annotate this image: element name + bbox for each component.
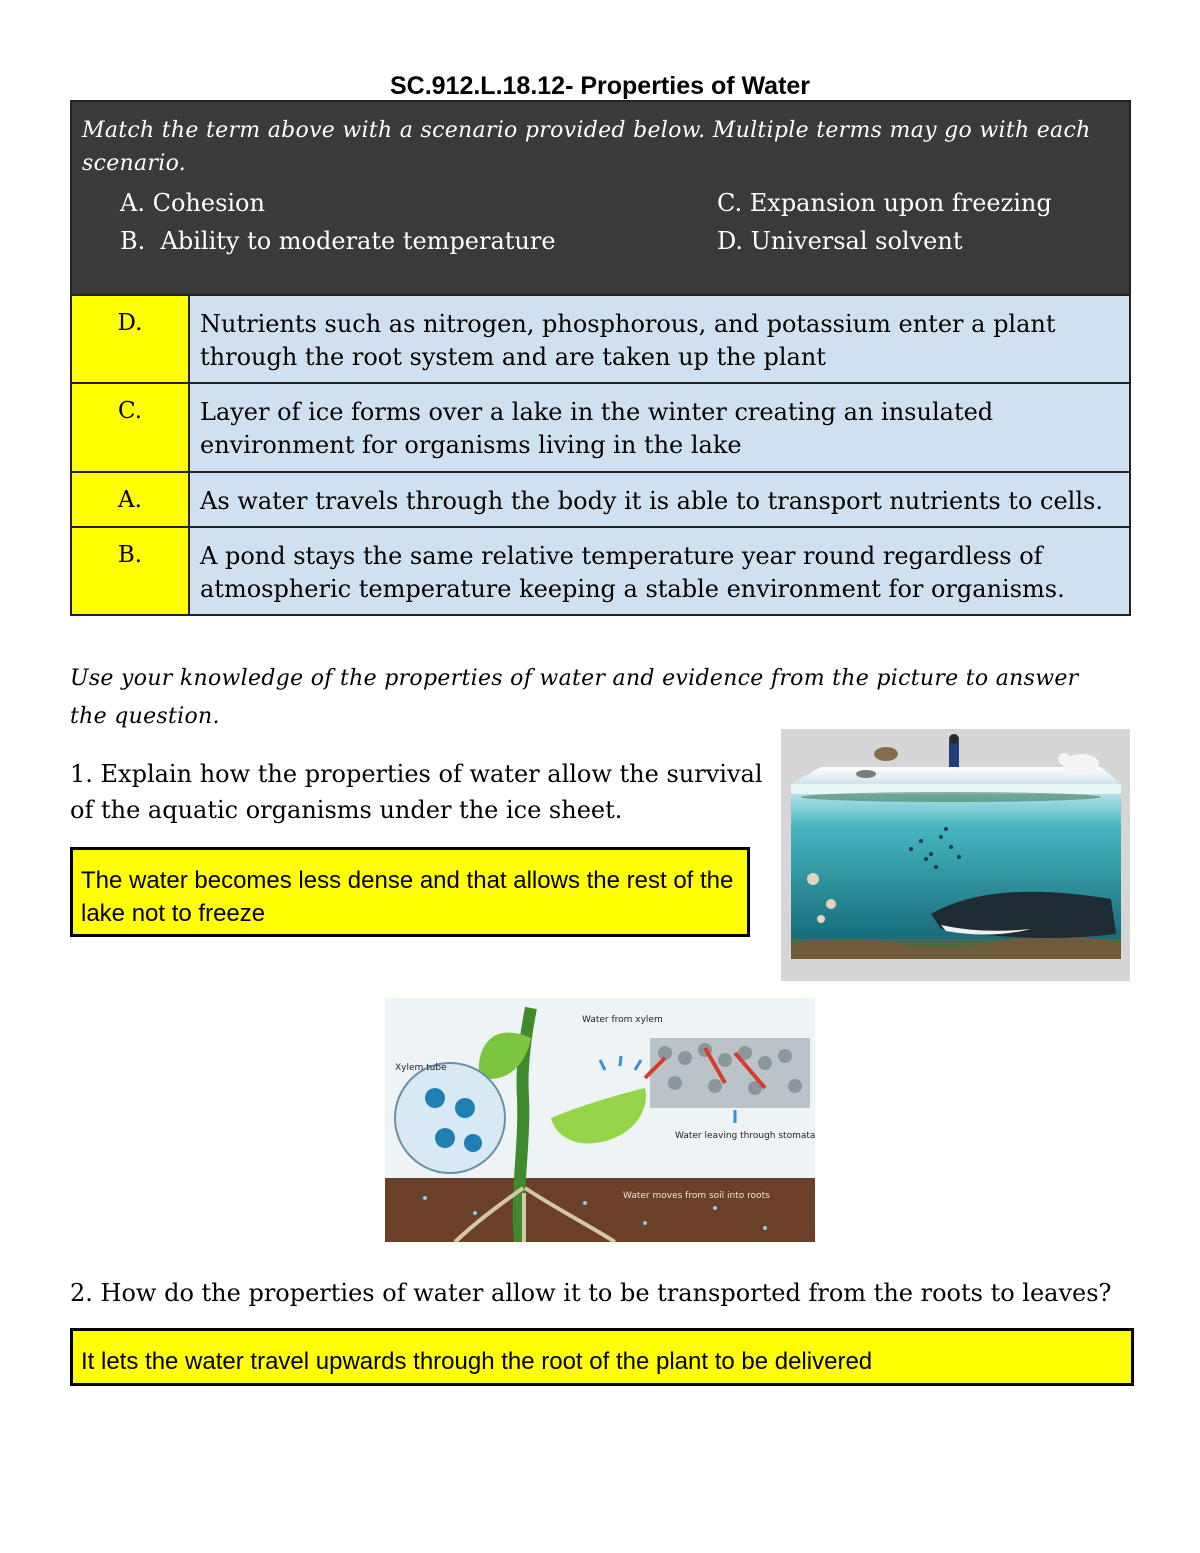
term-c: C. Expansion upon freezing: [717, 189, 1052, 217]
label-xylem-tube: Xylem tube: [395, 1063, 447, 1073]
scenario-cell: As water travels through the body it is able to transport nutrients to cells.: [189, 472, 1130, 527]
table-row: [71, 472, 1130, 527]
answer-cell[interactable]: B.: [71, 527, 189, 615]
instruction-prompt: Use your knowledge of the properties of water and evidence from the picture to answer the question.: [70, 666, 1079, 729]
term-list: [82, 184, 1119, 260]
term-a: A. Cohesion: [120, 189, 265, 217]
label-water-moves: Water moves from soil into roots: [623, 1191, 770, 1201]
answer-box-1[interactable]: The water becomes less dense and that allows the rest of the lake not to freeze: [70, 847, 750, 937]
table-row: [71, 383, 1130, 472]
question-1: 1. Explain how the properties of water allow the survival of the aquatic organisms under the ice sheet.: [70, 760, 763, 824]
label-water-leaving: Water leaving through stomata: [675, 1131, 815, 1141]
answer-cell[interactable]: C.: [71, 383, 189, 472]
page-title: SC.912.L.18.12- Properties of Water: [389, 72, 811, 100]
term-b: B. Ability to moderate temperature: [120, 227, 556, 255]
table-row: [71, 527, 1130, 615]
ice-sheet-illustration: [781, 729, 1130, 981]
matching-header: [71, 101, 1130, 295]
scenario-cell: Layer of ice forms over a lake in the winter creating an insulated environment for organisms living in the lake: [189, 383, 1130, 472]
question-2: 2. How do the properties of water allow it to be transported from the roots to leaves?: [70, 1279, 1112, 1307]
answer-cell[interactable]: A.: [71, 472, 189, 527]
table-row: [71, 295, 1130, 383]
answer-cell[interactable]: D.: [71, 295, 189, 383]
scenario-cell: A pond stays the same relative temperature year round regardless of atmospheric temperature keeping a stable environment for organisms.: [189, 527, 1130, 615]
scenario-cell: Nutrients such as nitrogen, phosphorous, and potassium enter a plant through the root system and are taken up the plant: [189, 295, 1130, 383]
matching-table: [70, 100, 1131, 616]
matching-instructions: Match the term above with a scenario provided below. Multiple terms may go with each scenario.: [82, 118, 1091, 176]
term-d: D. Universal solvent: [717, 227, 963, 255]
label-water-from-xylem: Water from xylem: [582, 1015, 663, 1025]
plant-transpiration-diagram: [385, 998, 815, 1242]
answer-box-2[interactable]: It lets the water travel upwards through the root of the plant to be delivered: [70, 1328, 1134, 1386]
